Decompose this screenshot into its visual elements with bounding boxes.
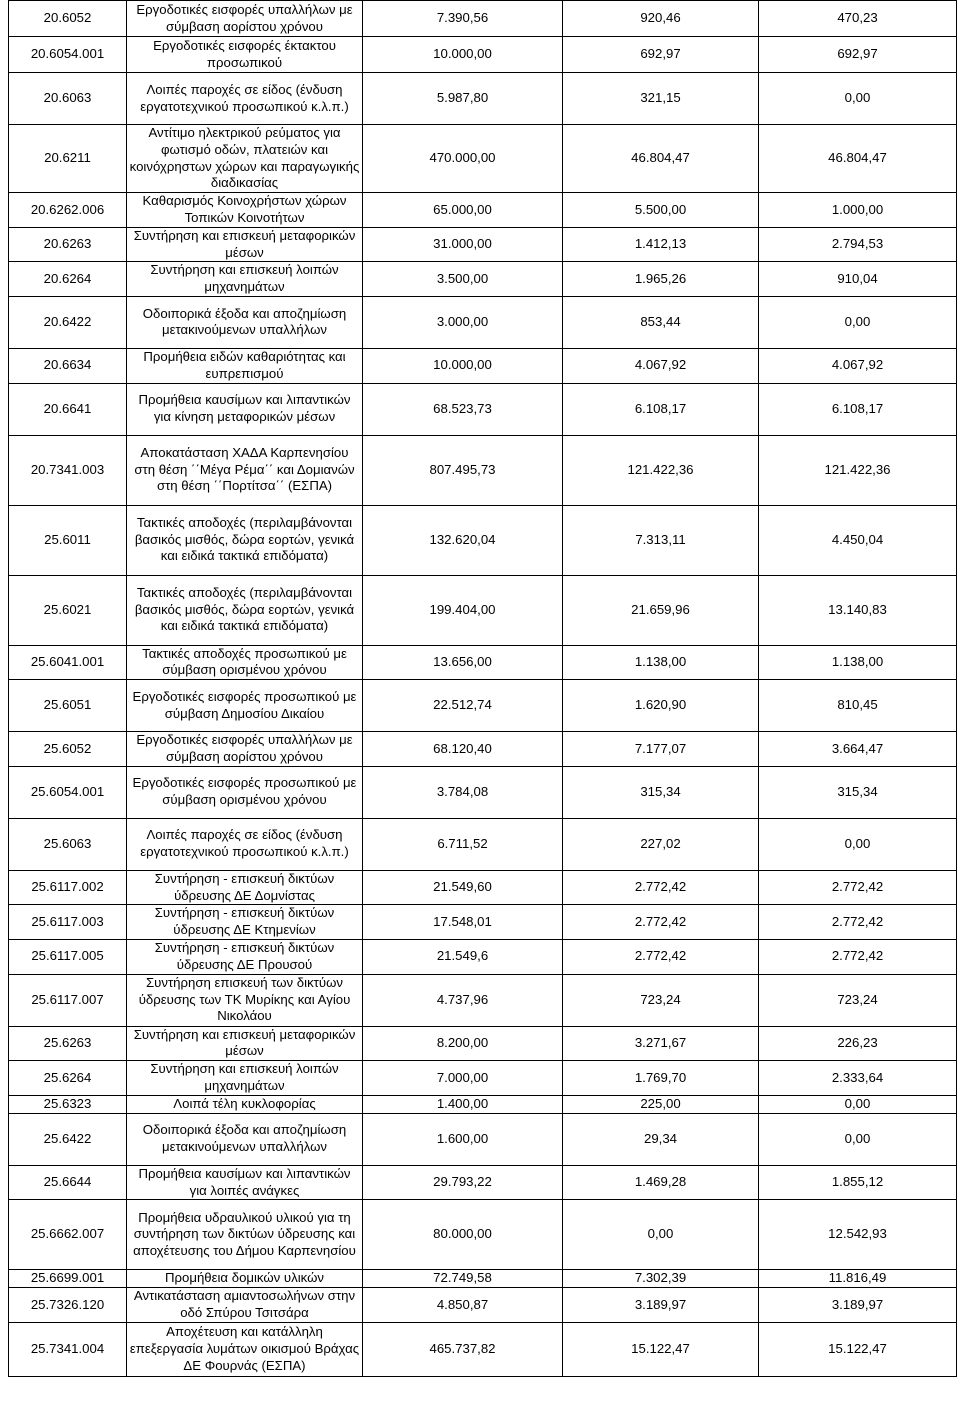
budgeted-amount-cell: 132.620,04	[363, 505, 563, 575]
description-cell: Οδοιπορικά έξοδα και αποζημίωση μετακινούμενων υπαλλήλων	[127, 1113, 363, 1165]
paid-amount-cell: 0,00	[759, 1095, 957, 1113]
description-cell: Προμήθεια καυσίμων και λιπαντικών για κίνηση μεταφορικών μέσων	[127, 383, 363, 435]
table-row	[9, 575, 957, 645]
budgeted-amount-cell: 10.000,00	[363, 348, 563, 383]
paid-amount-cell: 1.855,12	[759, 1165, 957, 1200]
budgeted-amount-cell: 1.600,00	[363, 1113, 563, 1165]
committed-amount-cell: 121.422,36	[563, 435, 759, 505]
paid-amount-cell: 46.804,47	[759, 125, 957, 193]
description-cell: Τακτικές αποδοχές (περιλαμβάνονται βασικός μισθός, δώρα εορτών, γενικά και ειδικά τακτικά επιδόματα)	[127, 505, 363, 575]
committed-amount-cell: 1.769,70	[563, 1061, 759, 1096]
table-row	[9, 383, 957, 435]
account-code-cell: 20.6264	[9, 262, 127, 297]
description-cell: Προμήθεια δομικών υλικών	[127, 1270, 363, 1288]
table-row	[9, 870, 957, 905]
budgeted-amount-cell: 80.000,00	[363, 1200, 563, 1270]
paid-amount-cell: 12.542,93	[759, 1200, 957, 1270]
description-cell: Τακτικές αποδοχές προσωπικού με σύμβαση ορισμένου χρόνου	[127, 645, 363, 680]
table-row	[9, 1113, 957, 1165]
account-code-cell: 25.6117.002	[9, 870, 127, 905]
budgeted-amount-cell: 31.000,00	[363, 227, 563, 262]
account-code-cell: 25.6052	[9, 732, 127, 767]
account-code-cell: 25.6041.001	[9, 645, 127, 680]
committed-amount-cell: 7.313,11	[563, 505, 759, 575]
table-row	[9, 1, 957, 37]
account-code-cell: 20.6211	[9, 125, 127, 193]
description-cell: Συντήρηση - επισκευή δικτύων ύδρευσης ΔΕ Δομνίστας	[127, 870, 363, 905]
description-cell: Συντήρηση - επισκευή δικτύων ύδρευσης ΔΕ Κτημενίων	[127, 905, 363, 940]
table-row	[9, 1095, 957, 1113]
description-cell: Εργοδοτικές εισφορές υπαλλήλων με σύμβαση αορίστου χρόνου	[127, 1, 363, 37]
description-cell: Προμήθεια καυσίμων και λιπαντικών για λοιπές ανάγκες	[127, 1165, 363, 1200]
description-cell: Εργοδοτικές εισφορές προσωπικού με σύμβαση ορισμένου χρόνου	[127, 766, 363, 818]
account-code-cell: 25.6644	[9, 1165, 127, 1200]
budgeted-amount-cell: 72.749,58	[363, 1270, 563, 1288]
description-cell: Εργοδοτικές εισφορές προσωπικού με σύμβαση Δημοσίου Δικαίου	[127, 680, 363, 732]
account-code-cell: 20.6054.001	[9, 37, 127, 73]
account-code-cell: 25.6662.007	[9, 1200, 127, 1270]
committed-amount-cell: 46.804,47	[563, 125, 759, 193]
account-code-cell: 20.6063	[9, 73, 127, 125]
table-row	[9, 645, 957, 680]
description-cell: Προμήθεια ειδών καθαριότητας και ευπρεπισμού	[127, 348, 363, 383]
committed-amount-cell: 6.108,17	[563, 383, 759, 435]
account-code-cell: 25.6051	[9, 680, 127, 732]
committed-amount-cell: 1.965,26	[563, 262, 759, 297]
description-cell: Οδοιπορικά έξοδα και αποζημίωση μετακινούμενων υπαλλήλων	[127, 296, 363, 348]
committed-amount-cell: 227,02	[563, 818, 759, 870]
committed-amount-cell: 3.271,67	[563, 1026, 759, 1061]
table-row	[9, 73, 957, 125]
account-code-cell: 25.6117.007	[9, 974, 127, 1026]
account-code-cell: 20.7341.003	[9, 435, 127, 505]
committed-amount-cell: 29,34	[563, 1113, 759, 1165]
paid-amount-cell: 315,34	[759, 766, 957, 818]
account-code-cell: 20.6262.006	[9, 193, 127, 228]
paid-amount-cell: 692,97	[759, 37, 957, 73]
committed-amount-cell: 21.659,96	[563, 575, 759, 645]
budgeted-amount-cell: 465.737,82	[363, 1322, 563, 1376]
paid-amount-cell: 3.664,47	[759, 732, 957, 767]
table-row	[9, 818, 957, 870]
description-cell: Εργοδοτικές εισφορές έκτακτου προσωπικού	[127, 37, 363, 73]
table-row	[9, 1200, 957, 1270]
committed-amount-cell: 7.177,07	[563, 732, 759, 767]
description-cell: Λοιπές παροχές σε είδος (ένδυση εργατοτεχνικού προσωπικού κ.λ.π.)	[127, 73, 363, 125]
budgeted-amount-cell: 3.000,00	[363, 296, 563, 348]
account-code-cell: 20.6052	[9, 1, 127, 37]
table-row	[9, 435, 957, 505]
description-cell: Αντικατάσταση αμιαντοσωλήνων στην οδό Σπύρου Τσιτσάρα	[127, 1288, 363, 1323]
account-code-cell: 25.6422	[9, 1113, 127, 1165]
table-row	[9, 227, 957, 262]
account-code-cell: 25.6011	[9, 505, 127, 575]
budgeted-amount-cell: 10.000,00	[363, 37, 563, 73]
paid-amount-cell: 810,45	[759, 680, 957, 732]
budget-table-body	[9, 1, 957, 1377]
table-row	[9, 680, 957, 732]
committed-amount-cell: 7.302,39	[563, 1270, 759, 1288]
committed-amount-cell: 225,00	[563, 1095, 759, 1113]
description-cell: Λοιπά τέλη κυκλοφορίας	[127, 1095, 363, 1113]
table-row	[9, 505, 957, 575]
table-row	[9, 125, 957, 193]
budgeted-amount-cell: 22.512,74	[363, 680, 563, 732]
table-row	[9, 732, 957, 767]
paid-amount-cell: 910,04	[759, 262, 957, 297]
budgeted-amount-cell: 6.711,52	[363, 818, 563, 870]
paid-amount-cell: 226,23	[759, 1026, 957, 1061]
description-cell: Καθαρισμός Κοινοχρήστων χώρων Τοπικών Κοινοτήτων	[127, 193, 363, 228]
committed-amount-cell: 2.772,42	[563, 939, 759, 974]
paid-amount-cell: 2.772,42	[759, 939, 957, 974]
description-cell: Λοιπές παροχές σε είδος (ένδυση εργατοτεχνικού προσωπικού κ.λ.π.)	[127, 818, 363, 870]
committed-amount-cell: 723,24	[563, 974, 759, 1026]
account-code-cell: 20.6641	[9, 383, 127, 435]
committed-amount-cell: 3.189,97	[563, 1288, 759, 1323]
account-code-cell: 25.7326.120	[9, 1288, 127, 1323]
description-cell: Τακτικές αποδοχές (περιλαμβάνονται βασικός μισθός, δώρα εορτών, γενικά και ειδικά τακτικά επιδόματα)	[127, 575, 363, 645]
table-row	[9, 37, 957, 73]
budgeted-amount-cell: 7.390,56	[363, 1, 563, 37]
table-row	[9, 1270, 957, 1288]
committed-amount-cell: 1.620,90	[563, 680, 759, 732]
paid-amount-cell: 6.108,17	[759, 383, 957, 435]
description-cell: Συντήρηση και επισκευή μεταφορικών μέσων	[127, 1026, 363, 1061]
paid-amount-cell: 0,00	[759, 1113, 957, 1165]
budgeted-amount-cell: 21.549,60	[363, 870, 563, 905]
account-code-cell: 25.6263	[9, 1026, 127, 1061]
paid-amount-cell: 4.450,04	[759, 505, 957, 575]
table-row	[9, 766, 957, 818]
budgeted-amount-cell: 8.200,00	[363, 1026, 563, 1061]
paid-amount-cell: 13.140,83	[759, 575, 957, 645]
paid-amount-cell: 2.333,64	[759, 1061, 957, 1096]
committed-amount-cell: 0,00	[563, 1200, 759, 1270]
paid-amount-cell: 1.000,00	[759, 193, 957, 228]
account-code-cell: 20.6263	[9, 227, 127, 262]
budgeted-amount-cell: 21.549,6	[363, 939, 563, 974]
paid-amount-cell: 2.772,42	[759, 905, 957, 940]
table-row	[9, 348, 957, 383]
table-row	[9, 1026, 957, 1061]
paid-amount-cell: 0,00	[759, 296, 957, 348]
budgeted-amount-cell: 7.000,00	[363, 1061, 563, 1096]
budgeted-amount-cell: 199.404,00	[363, 575, 563, 645]
committed-amount-cell: 2.772,42	[563, 905, 759, 940]
budgeted-amount-cell: 470.000,00	[363, 125, 563, 193]
paid-amount-cell: 2.772,42	[759, 870, 957, 905]
committed-amount-cell: 692,97	[563, 37, 759, 73]
paid-amount-cell: 4.067,92	[759, 348, 957, 383]
table-row	[9, 262, 957, 297]
committed-amount-cell: 15.122,47	[563, 1322, 759, 1376]
budgeted-amount-cell: 13.656,00	[363, 645, 563, 680]
paid-amount-cell: 2.794,53	[759, 227, 957, 262]
paid-amount-cell: 11.816,49	[759, 1270, 957, 1288]
description-cell: Αποκατάσταση ΧΑΔΑ Καρπενησίου στη θέση ΄΄Μέγα Ρέμα΄΄ και Δομιανών στη θέση ΄΄Πορτίτσα΄΄ (ΕΣΠΑ)	[127, 435, 363, 505]
account-code-cell: 25.6699.001	[9, 1270, 127, 1288]
paid-amount-cell: 0,00	[759, 73, 957, 125]
paid-amount-cell: 3.189,97	[759, 1288, 957, 1323]
committed-amount-cell: 2.772,42	[563, 870, 759, 905]
table-row	[9, 1322, 957, 1376]
table-row	[9, 905, 957, 940]
paid-amount-cell: 15.122,47	[759, 1322, 957, 1376]
paid-amount-cell: 121.422,36	[759, 435, 957, 505]
description-cell: Συντήρηση - επισκευή δικτύων ύδρευσης ΔΕ Προυσού	[127, 939, 363, 974]
description-cell: Εργοδοτικές εισφορές υπαλλήλων με σύμβαση αορίστου χρόνου	[127, 732, 363, 767]
budgeted-amount-cell: 68.523,73	[363, 383, 563, 435]
account-code-cell: 25.6264	[9, 1061, 127, 1096]
budgeted-amount-cell: 17.548,01	[363, 905, 563, 940]
account-code-cell: 25.6117.003	[9, 905, 127, 940]
account-code-cell: 25.6063	[9, 818, 127, 870]
account-code-cell: 20.6634	[9, 348, 127, 383]
budgeted-amount-cell: 3.500,00	[363, 262, 563, 297]
budgeted-amount-cell: 68.120,40	[363, 732, 563, 767]
paid-amount-cell: 0,00	[759, 818, 957, 870]
budget-table-page	[8, 0, 956, 1377]
budgeted-amount-cell: 807.495,73	[363, 435, 563, 505]
account-code-cell: 25.6323	[9, 1095, 127, 1113]
committed-amount-cell: 853,44	[563, 296, 759, 348]
description-cell: Αντίτιμο ηλεκτρικού ρεύματος για φωτισμό οδών, πλατειών και κοινόχρηστων χώρων και παραγωγικής διαδικασίας	[127, 125, 363, 193]
description-cell: Αποχέτευση και κατάλληλη επεξεργασία λυμάτων οικισμού Βράχας ΔΕ Φουρνάς (ΕΣΠΑ)	[127, 1322, 363, 1376]
description-cell: Συντήρηση επισκευή των δικτύων ύδρευσης των ΤΚ Μυρίκης και Αγίου Νικολάου	[127, 974, 363, 1026]
budget-table	[8, 0, 957, 1377]
budgeted-amount-cell: 29.793,22	[363, 1165, 563, 1200]
account-code-cell: 25.6021	[9, 575, 127, 645]
description-cell: Προμήθεια υδραυλικού υλικού για τη συντήρηση των δικτύων ύδρευσης και αποχέτευσης του Δήμου Καρπενησίου	[127, 1200, 363, 1270]
budgeted-amount-cell: 5.987,80	[363, 73, 563, 125]
budgeted-amount-cell: 3.784,08	[363, 766, 563, 818]
committed-amount-cell: 315,34	[563, 766, 759, 818]
committed-amount-cell: 1.412,13	[563, 227, 759, 262]
account-code-cell: 25.6054.001	[9, 766, 127, 818]
budgeted-amount-cell: 4.850,87	[363, 1288, 563, 1323]
description-cell: Συντήρηση και επισκευή μεταφορικών μέσων	[127, 227, 363, 262]
committed-amount-cell: 321,15	[563, 73, 759, 125]
table-row	[9, 939, 957, 974]
paid-amount-cell: 470,23	[759, 1, 957, 37]
budgeted-amount-cell: 65.000,00	[363, 193, 563, 228]
budgeted-amount-cell: 1.400,00	[363, 1095, 563, 1113]
table-row	[9, 1061, 957, 1096]
budgeted-amount-cell: 4.737,96	[363, 974, 563, 1026]
paid-amount-cell: 723,24	[759, 974, 957, 1026]
description-cell: Συντήρηση και επισκευή λοιπών μηχανημάτων	[127, 1061, 363, 1096]
committed-amount-cell: 1.138,00	[563, 645, 759, 680]
account-code-cell: 25.7341.004	[9, 1322, 127, 1376]
table-row	[9, 1288, 957, 1323]
committed-amount-cell: 5.500,00	[563, 193, 759, 228]
description-cell: Συντήρηση και επισκευή λοιπών μηχανημάτων	[127, 262, 363, 297]
committed-amount-cell: 4.067,92	[563, 348, 759, 383]
table-row	[9, 974, 957, 1026]
account-code-cell: 20.6422	[9, 296, 127, 348]
table-row	[9, 193, 957, 228]
account-code-cell: 25.6117.005	[9, 939, 127, 974]
table-row	[9, 1165, 957, 1200]
committed-amount-cell: 1.469,28	[563, 1165, 759, 1200]
table-row	[9, 296, 957, 348]
paid-amount-cell: 1.138,00	[759, 645, 957, 680]
committed-amount-cell: 920,46	[563, 1, 759, 37]
